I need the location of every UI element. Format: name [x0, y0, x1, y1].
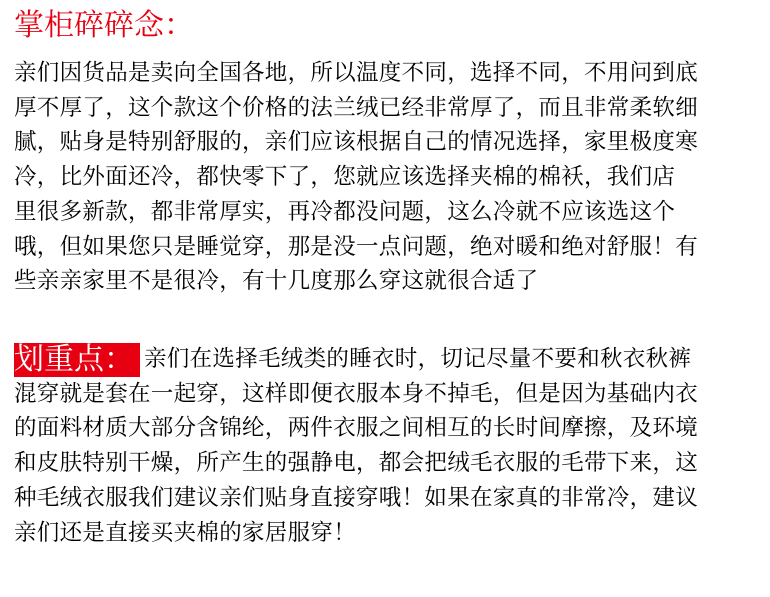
- key-point-badge: 划重点：: [14, 343, 140, 377]
- paragraph-line: 亲们因货品是卖向全国各地，所以温度不同，选择不同，不用问到底: [14, 60, 699, 86]
- paragraph-line: 厚不厚了，这个款这个价格的法兰绒已经非常厚了，而且非常柔软细: [14, 94, 699, 121]
- paragraph-line: 和皮肤特别干燥，所产生的强静电，都会把绒毛衣服的毛带下来，这: [14, 450, 699, 477]
- paragraph-line: 里很多新款，都非常厚实，再冷都没问题，这么冷就不应该选这个: [14, 198, 676, 225]
- notice-paragraph: [14, 56, 758, 299]
- paragraph-line-text: 亲们在选择毛绒类的睡衣时，切记尽量不要和秋衣秋裤: [144, 346, 692, 372]
- paragraph-line: 种毛绒衣服我们建议亲们贴身直接穿哦！如果在家真的非常冷，建议: [14, 484, 699, 511]
- paragraph-line: 腻，贴身是特别舒服的，亲们应该根据自己的情况选择，家里极度寒: [14, 129, 699, 156]
- paragraph-line: 亲们还是直接买夹棉的家居服穿！: [14, 519, 357, 546]
- paragraph-line: 混穿就是套在一起穿，这样即便衣服本身不掉毛，但是因为基础内衣: [14, 380, 699, 407]
- paragraph-line: 哦，但如果您只是睡觉穿，那是没一点问题，绝对暖和绝对舒服！有: [14, 233, 699, 260]
- page-heading: 掌柜碎碎念：: [14, 8, 194, 43]
- paragraph-line: 冷，比外面还冷，都快零下了，您就应该选择夹棉的棉袄，我们店: [14, 164, 676, 191]
- key-point-paragraph: [14, 342, 758, 550]
- paragraph-line: [14, 342, 758, 377]
- paragraph-line: 些亲亲家里不是很冷，有十几度那么穿这就很合适了: [14, 268, 539, 295]
- paragraph-line: 的面料材质大部分含锦纶，两件衣服之间相互的长时间摩擦，及环境: [14, 415, 699, 442]
